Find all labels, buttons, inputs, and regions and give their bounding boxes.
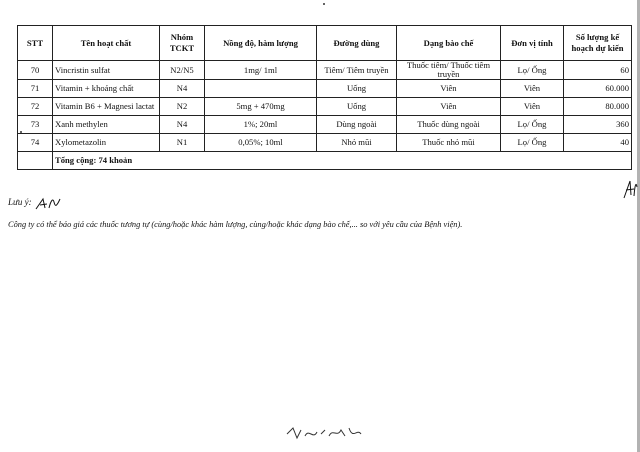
cell-group: N2 [160, 98, 205, 116]
cell-route: Uống [317, 98, 397, 116]
header-name: Tên hoạt chất [53, 26, 160, 61]
cell-route: Nhỏ mũi [317, 134, 397, 152]
cell-dose: 0,05%; 10ml [205, 134, 317, 152]
cell-form: Thuốc nhỏ mũi [397, 134, 501, 152]
cell-unit: Lọ/ Ống [501, 61, 564, 80]
cell-form: Thuốc dùng ngoài [397, 116, 501, 134]
initials-signature [34, 196, 62, 212]
scan-speck [323, 3, 325, 5]
header-form: Dạng bào chế [397, 26, 501, 61]
table-row [18, 98, 632, 116]
cell-dose: 1%; 20ml [205, 116, 317, 134]
cell-group: N4 [160, 116, 205, 134]
cell-route: Uống [317, 80, 397, 98]
note-label: Lưu ý: [8, 197, 32, 207]
cell-unit: Lọ/ Ống [501, 116, 564, 134]
cell-form: Viên [397, 98, 501, 116]
header-stt: STT [18, 26, 53, 61]
cell-stt: 74 [18, 134, 53, 152]
cell-route: Tiêm/ Tiêm truyền [317, 61, 397, 80]
header-route: Đường dùng [317, 26, 397, 61]
cell-unit: Viên [501, 80, 564, 98]
table-row [18, 61, 632, 80]
cell-form: Thuốc tiêm/ Thuốc tiêm truyền [397, 61, 501, 80]
cell-name: Vincristin sulfat [53, 61, 160, 80]
cell-qty: 40 [564, 134, 632, 152]
cell-stt: 72 [18, 98, 53, 116]
cell-route: Dùng ngoài [317, 116, 397, 134]
bottom-stamp-mark [285, 424, 365, 444]
drug-list-table [17, 25, 632, 170]
cell-qty: 80.000 [564, 98, 632, 116]
cell-dose: 5mg + 470mg [205, 98, 317, 116]
table-header-row [18, 26, 632, 61]
cell-unit: Lọ/ Ống [501, 134, 564, 152]
cell-name: Xylometazolin [53, 134, 160, 152]
header-dose: Nồng độ, hàm lượng [205, 26, 317, 61]
table-row [18, 116, 632, 134]
cell-qty: 60 [564, 61, 632, 80]
table-row [18, 134, 632, 152]
cell-form: Viên [397, 80, 501, 98]
cell-name: Vitamin B6 + Magnesi lactat [53, 98, 160, 116]
cell-stt: 71 [18, 80, 53, 98]
cell-group: N2/N5 [160, 61, 205, 80]
total-empty-cell [18, 152, 53, 170]
header-qty: Số lượng kế hoạch dự kiến [564, 26, 632, 61]
cell-group: N1 [160, 134, 205, 152]
header-unit: Đơn vị tính [501, 26, 564, 61]
cell-dose: 1mg/ 1ml [205, 61, 317, 80]
cell-stt: 73 [18, 116, 53, 134]
cell-name: Vitamin + khoáng chất [53, 80, 160, 98]
cell-dose [205, 80, 317, 98]
margin-initials-signature [622, 178, 638, 200]
total-row [18, 152, 632, 170]
total-label: Tổng cộng: 74 khoản [53, 152, 632, 170]
cell-stt: 70 [18, 61, 53, 80]
cell-unit: Viên [501, 98, 564, 116]
cell-qty: 360 [564, 116, 632, 134]
note-text: Công ty có thể báo giá các thuốc tương tự (cùng/hoặc khác hàm lượng, cùng/hoặc khác dạng bào chế,... so với yêu cầu của Bệnh viện). [8, 220, 463, 229]
table-row [18, 80, 632, 98]
header-group: Nhóm TCKT [160, 26, 205, 61]
cell-name: Xanh methylen [53, 116, 160, 134]
cell-group: N4 [160, 80, 205, 98]
scan-speck [20, 131, 22, 133]
cell-qty: 60.000 [564, 80, 632, 98]
